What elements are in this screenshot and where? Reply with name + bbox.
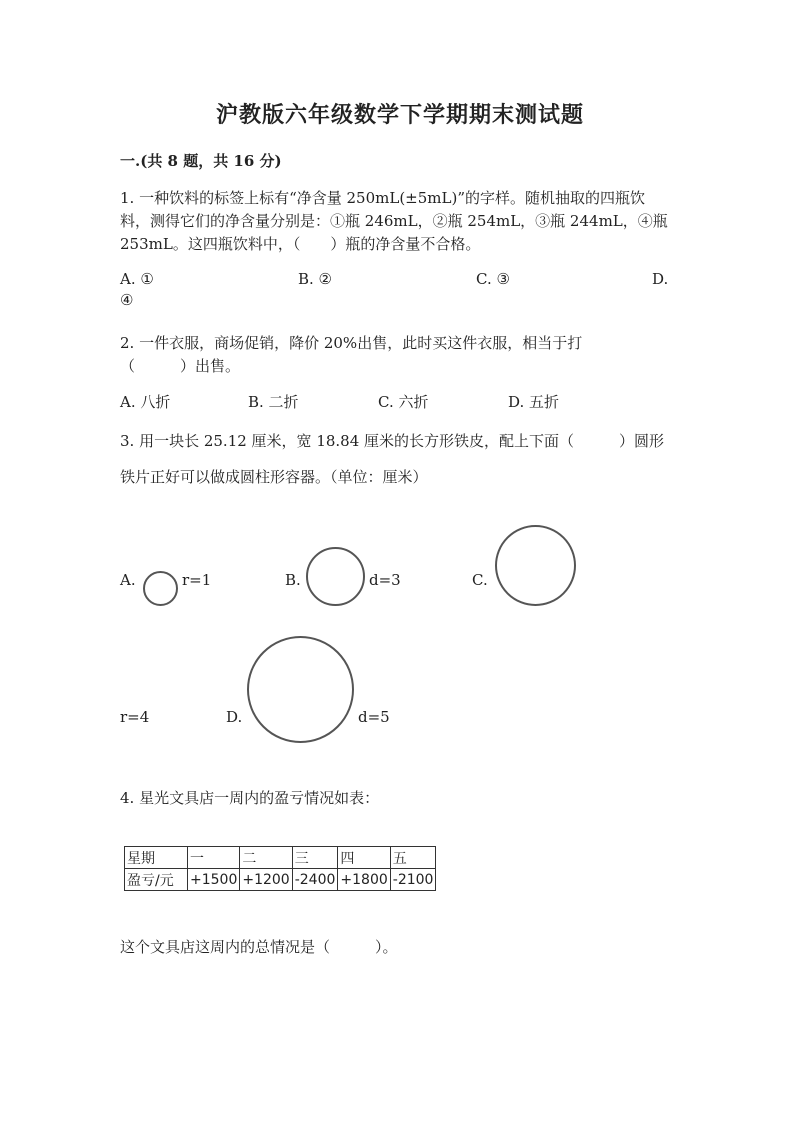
q2-option-c[interactable]: C. 六折 (378, 393, 429, 411)
q3-option-d-text: d=5 (358, 708, 390, 726)
q3-option-d-label[interactable]: D. (226, 708, 243, 726)
q1-option-b[interactable]: B. ② (298, 270, 333, 288)
circle-a (143, 571, 178, 606)
q3-option-c-label[interactable]: C. (472, 571, 488, 589)
table-cell: 四 (338, 847, 390, 869)
table-row (125, 869, 436, 891)
q2-option-b[interactable]: B. 二折 (248, 393, 299, 411)
q3-option-c-text: r=4 (120, 708, 150, 726)
q1-option-d-wrap: ④ (120, 291, 134, 309)
table-header-row (125, 847, 436, 869)
profit-loss-table (124, 846, 436, 891)
table-cell: +1800 (338, 869, 390, 891)
q3-option-b-text: d=3 (369, 571, 401, 589)
q1-line-1: 1. 一种饮料的标签上标有“净含量 250mL(±5mL)”的字样。随机抽取的四瓶饮 (120, 189, 646, 207)
table-cell: 盈亏/元 (125, 869, 188, 891)
q3-option-b-label[interactable]: B. (285, 571, 301, 589)
q4-question: 这个文具店这周内的总情况是（ ）。 (120, 938, 398, 956)
q3-option-a-label[interactable]: A. (120, 571, 136, 589)
page-title: 沪教版六年级数学下学期期末测试题 (215, 102, 584, 128)
q2-option-a[interactable]: A. 八折 (120, 393, 171, 411)
q2-option-d[interactable]: D. 五折 (508, 393, 560, 411)
table-cell: 二 (240, 847, 292, 869)
q1-line-2: 料，测得它们的净含量分别是：①瓶 246mL，②瓶 254mL，③瓶 244mL，④瓶 (120, 212, 668, 230)
table-cell: -2100 (390, 869, 436, 891)
table-cell: 一 (188, 847, 240, 869)
table-cell: 三 (292, 847, 338, 869)
table-cell: 五 (390, 847, 436, 869)
q1-option-a[interactable]: A. ① (120, 270, 154, 288)
circle-c (495, 525, 576, 606)
q4-line-1: 4. 星光文具店一周内的盈亏情况如表： (120, 789, 380, 807)
circle-b (306, 547, 365, 606)
circle-d (247, 636, 354, 743)
q3-option-a-text: r=1 (182, 571, 212, 589)
table-cell: 星期 (125, 847, 188, 869)
q1-option-c[interactable]: C. ③ (476, 270, 510, 288)
q3-line-1: 3. 用一块长 25.12 厘米，宽 18.84 厘米的长方形铁皮，配上下面（ ）圆形 (120, 432, 665, 450)
q1-option-d[interactable]: D. (652, 270, 669, 288)
section-heading: 一.(共 8 题，共 16 分) (120, 152, 282, 170)
table-cell: -2400 (292, 869, 338, 891)
table-cell: +1500 (188, 869, 240, 891)
table-cell: +1200 (240, 869, 292, 891)
q2-line-2: （ ）出售。 (120, 357, 241, 375)
q1-line-3: 253mL。这四瓶饮料中，（ ）瓶的净含量不合格。 (120, 235, 481, 253)
q3-line-2: 铁片正好可以做成圆柱形容器。（单位：厘米） (120, 468, 428, 486)
q2-line-1: 2. 一件衣服，商场促销，降价 20%出售，此时买这件衣服，相当于打 (120, 334, 583, 352)
